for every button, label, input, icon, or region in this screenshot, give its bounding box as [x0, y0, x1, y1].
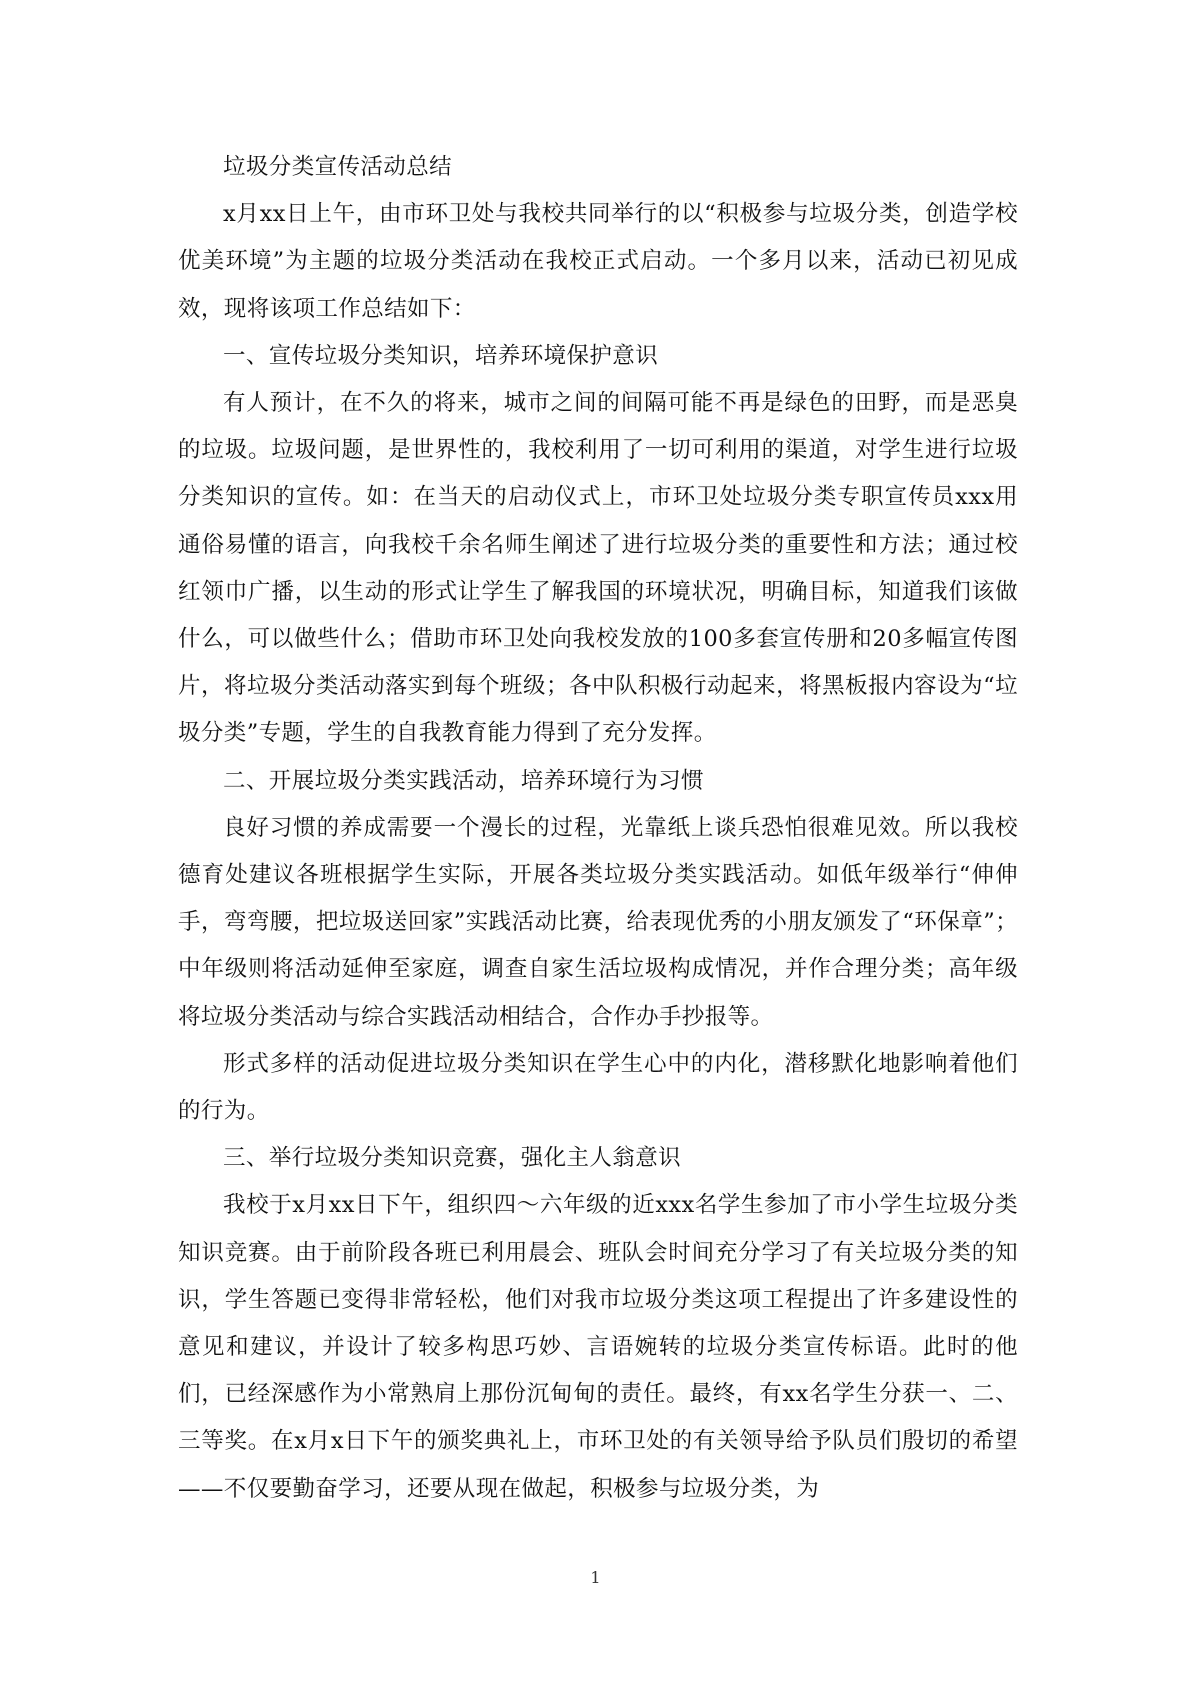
page-number: 1 [590, 1568, 601, 1587]
section-heading-2: 二、开展垃圾分类实践活动，培养环境行为习惯 [223, 767, 704, 794]
paragraph-intro: x月xx日上午，由市环卫处与我校共同举行的以“积极参与垃圾分类，创造学校优美环境”为主题的垃圾分类活动在我校正式启动。一个多月以来，活动已初见成效，现将该项工作总结如下： [178, 201, 1018, 322]
document-title: 垃圾分类宣传活动总结 [223, 154, 453, 180]
paragraph-section-2: 良好习惯的养成需要一个漫长的过程，光靠纸上谈兵恐怕很难见效。所以我校德育处建议各班根据学生实际，开展各类垃圾分类实践活动。如低年级举行“伸伸手，弯弯腰，把垃圾送回家”实践活动比赛，给表现优秀的小朋友颁发了“环保章”；中年级则将活动延伸至家庭，调查自家生活垃圾构成情况，并作合理分类；高年级将垃圾分类活动与综合实践活动相结合，合作办手抄报等。 [178, 814, 1018, 1030]
document-body [178, 144, 1018, 1513]
paragraph-section-3: 我校于x月xx日下午，组织四～六年级的近xxx名学生参加了市小学生垃圾分类知识竞赛。由于前阶段各班已利用晨会、班队会时间充分学习了有关垃圾分类的知识，学生答题已变得非常轻松，他们对我市垃圾分类这项工程提出了许多建设性的意见和建议，并设计了较多构思巧妙、言语婉转的垃圾分类宣传标语。此时的他们，已经深感作为小常熟肩上那份沉甸甸的责任。最终，有xx名学生分获一、二、三等奖。在x月x日下午的颁奖典礼上，市环卫处的有关领导给予队员们殷切的希望——不仅要勤奋学习，还要从现在做起，积极参与垃圾分类，为 [178, 1192, 1018, 1502]
section-heading-1: 一、宣传垃圾分类知识，培养环境保护意识 [223, 342, 659, 369]
section-heading-3: 三、举行垃圾分类知识竞赛，强化主人翁意识 [223, 1145, 682, 1172]
paragraph-section-2-summary: 形式多样的活动促进垃圾分类知识在学生心中的内化，潜移默化地影响着他们的行为。 [178, 1050, 1018, 1125]
paragraph-section-1: 有人预计，在不久的将来，城市之间的间隔可能不再是绿色的田野，而是恶臭的垃圾。垃圾问题，是世界性的，我校利用了一切可利用的渠道，对学生进行垃圾分类知识的宣传。如：在当天的启动仪式上，市环卫处垃圾分类专职宣传员xxx用通俗易懂的语言，向我校千余名师生阐述了进行垃圾分类的重要性和方法；通过校红领巾广播，以生动的形式让学生了解我国的环境状况，明确目标，知道我们该做什么，可以做些什么；借助市环卫处向我校发放的100多套宣传册和20多幅宣传图片，将垃圾分类活动落实到每个班级；各中队积极行动起来，将黑板报内容设为“垃圾分类”专题，学生的自我教育能力得到了充分发挥。 [178, 390, 1018, 747]
